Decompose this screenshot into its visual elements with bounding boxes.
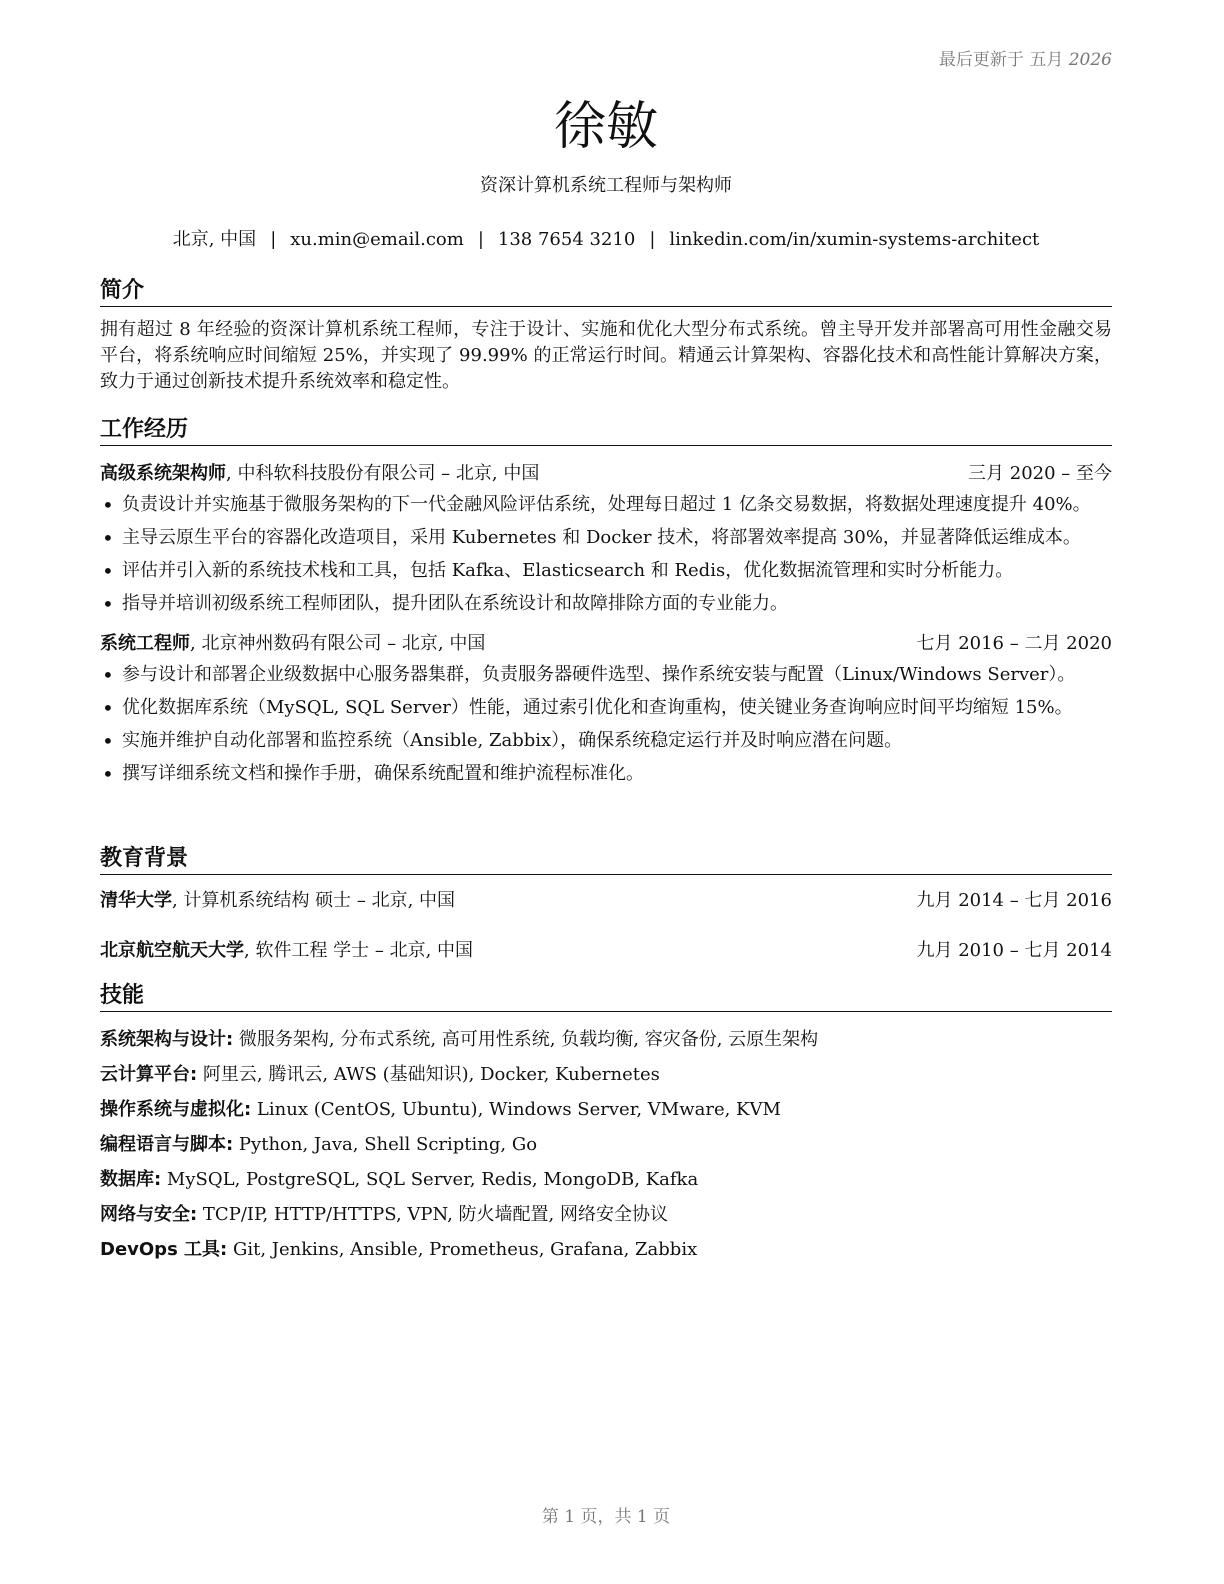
job-bullets bbox=[100, 662, 1112, 787]
skill-row bbox=[100, 1057, 1112, 1092]
degree-detail: , 计算机系统结构 硕士 – 北京, 中国 bbox=[172, 890, 456, 911]
skill-label: 编程语言与脚本: bbox=[100, 1134, 234, 1155]
skill-value: TCP/IP, HTTP/HTTPS, VPN, 防火墙配置, 网络安全协议 bbox=[197, 1204, 668, 1225]
contact-phone: 138 7654 3210 bbox=[497, 229, 636, 250]
school-name: 北京航空航天大学 bbox=[100, 940, 244, 961]
experience-section bbox=[100, 417, 1112, 794]
skills-section bbox=[100, 983, 1112, 1267]
contact-location: 北京, 中国 bbox=[172, 229, 257, 250]
skill-value: 微服务架构, 分布式系统, 高可用性系统, 负载均衡, 容灾备份, 云原生架构 bbox=[233, 1029, 819, 1050]
education-entry bbox=[100, 889, 1112, 913]
skill-value: Linux (CentOS, Ubuntu), Windows Server, VMware, KVM bbox=[251, 1099, 781, 1120]
list-item: • 优化数据库系统（MySQL, SQL Server）性能，通过索引优化和查询重构，使关键业务查询响应时间平均缩短 15%。 bbox=[100, 695, 1112, 721]
contact-email[interactable]: xu.min@email.com bbox=[290, 229, 464, 250]
job-role: 高级系统架构师 bbox=[100, 463, 226, 484]
contact-linkedin[interactable]: linkedin.com/in/xumin-systems-architect bbox=[669, 229, 1040, 250]
list-item: • 撰写详细系统文档和操作手册，确保系统配置和维护流程标准化。 bbox=[100, 761, 1112, 787]
contact-separator: | bbox=[477, 229, 484, 250]
skills-list bbox=[100, 1022, 1112, 1267]
list-item: • 评估并引入新的系统技术栈和工具，包括 Kafka、Elasticsearch 和 Redis，优化数据流管理和实时分析能力。 bbox=[100, 558, 1112, 584]
page-number: 第 1 页，共 1 页 bbox=[541, 1507, 671, 1527]
skill-label: 网络与安全: bbox=[100, 1204, 198, 1225]
contact-separator: | bbox=[649, 229, 656, 250]
skill-row bbox=[100, 1197, 1112, 1232]
education-entry bbox=[100, 939, 1112, 963]
skill-value: 阿里云, 腾讯云, AWS (基础知识), Docker, Kubernetes bbox=[197, 1064, 660, 1085]
skill-row bbox=[100, 1232, 1112, 1267]
skill-row bbox=[100, 1092, 1112, 1127]
section-heading: 技能 bbox=[100, 983, 1112, 1012]
summary-section bbox=[100, 278, 1112, 395]
skill-label: 云计算平台: bbox=[100, 1064, 198, 1085]
list-item: • 主导云原生平台的容器化改造项目，采用 Kubernetes 和 Docker 技术，将部署效率提高 30%，并显著降低运维成本。 bbox=[100, 525, 1112, 551]
school-name: 清华大学 bbox=[100, 890, 172, 911]
degree-detail: , 软件工程 学士 – 北京, 中国 bbox=[244, 940, 474, 961]
list-item: • 指导并培训初级系统工程师团队，提升团队在系统设计和故障排除方面的专业能力。 bbox=[100, 591, 1112, 617]
job-header bbox=[100, 632, 1112, 656]
job-dates: 七月 2016 – 二月 2020 bbox=[916, 633, 1112, 654]
job-dates: 三月 2020 – 至今 bbox=[968, 463, 1112, 484]
skill-row bbox=[100, 1162, 1112, 1197]
skill-row bbox=[100, 1127, 1112, 1162]
education-section bbox=[100, 846, 1112, 963]
resume-page bbox=[100, 0, 1112, 1584]
skill-label: 操作系统与虚拟化: bbox=[100, 1099, 252, 1120]
job-header bbox=[100, 462, 1112, 486]
skill-label: DevOps 工具: bbox=[100, 1239, 228, 1260]
candidate-title: 资深计算机系统工程师与架构师 bbox=[480, 175, 732, 196]
section-heading: 教育背景 bbox=[100, 846, 1112, 875]
skill-label: 系统架构与设计: bbox=[100, 1029, 234, 1050]
skill-row bbox=[100, 1022, 1112, 1057]
last-updated: 最后更新于 五月 2026 bbox=[938, 50, 1112, 70]
skill-value: Git, Jenkins, Ansible, Prometheus, Grafana, Zabbix bbox=[227, 1239, 698, 1260]
list-item: • 负责设计并实施基于微服务架构的下一代金融风险评估系统，处理每日超过 1 亿条交易数据，将数据处理速度提升 40%。 bbox=[100, 492, 1112, 518]
job-role: 系统工程师 bbox=[100, 633, 190, 654]
list-item: • 参与设计和部署企业级数据中心服务器集群，负责服务器硬件选型、操作系统安装与配置（Linux/Windows Server）。 bbox=[100, 662, 1112, 688]
section-heading: 工作经历 bbox=[100, 417, 1112, 446]
job-org: , 中科软科技股份有限公司 – 北京, 中国 bbox=[226, 463, 540, 484]
skill-label: 数据库: bbox=[100, 1169, 162, 1190]
candidate-name: 徐敏 bbox=[553, 97, 658, 157]
list-item: • 实施并维护自动化部署和监控系统（Ansible, Zabbix），确保系统稳定运行并及时响应潜在问题。 bbox=[100, 728, 1112, 754]
summary-text: 拥有超过 8 年经验的资深计算机系统工程师，专注于设计、实施和优化大型分布式系统。曾主导开发并部署高可用性金融交易平台，将系统响应时间缩短 25%，并实现了 99.99% 的正常运行时间。精通云计算架构、容器化技术和高性能计算解决方案，致力于通过创新技术提升系统效率和稳定性。 bbox=[100, 319, 1112, 392]
job-entry bbox=[100, 632, 1112, 787]
job-bullets bbox=[100, 492, 1112, 617]
job-entry bbox=[100, 462, 1112, 617]
education-dates: 九月 2010 – 七月 2014 bbox=[916, 940, 1112, 961]
skill-value: MySQL, PostgreSQL, SQL Server, Redis, MongoDB, Kafka bbox=[161, 1169, 699, 1190]
education-dates: 九月 2014 – 七月 2016 bbox=[916, 890, 1112, 911]
contact-line bbox=[100, 225, 1112, 251]
section-heading: 简介 bbox=[100, 278, 1112, 307]
contact-separator: | bbox=[270, 229, 277, 250]
job-org: , 北京神州数码有限公司 – 北京, 中国 bbox=[190, 633, 486, 654]
skill-value: Python, Java, Shell Scripting, Go bbox=[233, 1134, 538, 1155]
